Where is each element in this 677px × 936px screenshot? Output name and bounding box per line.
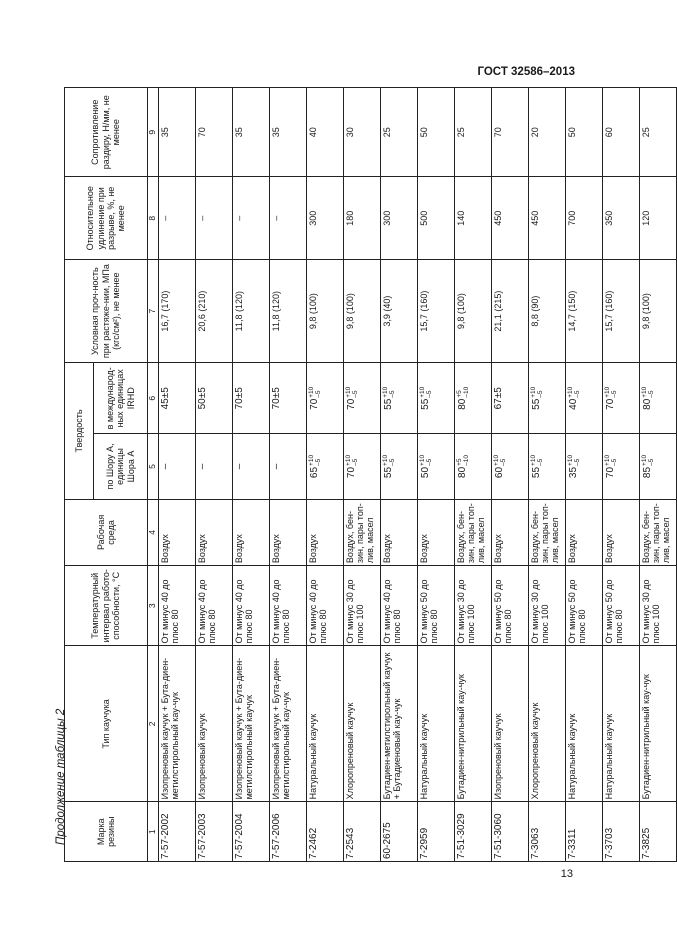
cell-strength: 9,8 (100) <box>306 260 343 363</box>
hardness-value: 50±5 <box>196 387 208 410</box>
tolerance-lower: –5 <box>499 458 507 466</box>
cell-strength: 21,1 (215) <box>491 260 528 363</box>
cell-mark: 7-57-2003 <box>195 802 232 862</box>
cell-temp-range: От минус 50 до плюс 80 <box>602 566 639 646</box>
tolerance-upper: +5 <box>455 458 463 466</box>
cell-medium: Воздух <box>195 499 232 566</box>
cell-rubber-type: Хлоропреновый каучук <box>343 646 380 802</box>
cell-shore <box>417 434 454 499</box>
hardness-value: 70 <box>346 398 358 410</box>
cell-tear: 35 <box>269 88 306 178</box>
tolerance-lower: –5 <box>536 458 544 466</box>
tolerance <box>493 455 507 466</box>
cell-temp-range: От минус 30 до плюс 100 <box>639 566 676 646</box>
hardness-value: 65 <box>309 466 321 479</box>
cell-rubber-type: Бутадиен-метилстирольный каучук + Бутадиеновый кау-чук <box>380 646 417 802</box>
hardness-value: 55 <box>531 466 543 479</box>
cell-temp-range: От минус 40 до плюс 80 <box>232 566 269 646</box>
col-header-temp-range: Температурный интервал работо-способности, °С <box>65 566 148 646</box>
col-header-mark: Марка резины <box>65 802 148 862</box>
tolerance <box>641 455 655 466</box>
cell-strength: 9,8 (100) <box>343 260 380 363</box>
hardness-value: 55 <box>531 398 543 410</box>
tolerance-upper: +10 <box>307 454 315 466</box>
tolerance-upper: +10 <box>529 386 537 398</box>
cell-strength: 11,8 (120) <box>269 260 306 363</box>
hardness-value: 70 <box>309 398 321 410</box>
cell-temp-range: От минус 50 до плюс 80 <box>565 566 602 646</box>
table-caption: Продолжение таблицы 2 <box>55 708 67 845</box>
cell-tear: 20 <box>528 88 565 178</box>
tolerance-upper: +10 <box>529 454 537 466</box>
tolerance-lower: –5 <box>647 458 655 466</box>
table-body <box>158 88 676 862</box>
tolerance-lower: –5 <box>573 458 581 466</box>
cell-rubber-type: Изопреновый каучук + Бута-диен-метилстирольный каучук <box>232 646 269 802</box>
table-row <box>417 88 454 862</box>
standard-header: ГОСТ 32586–2013 <box>477 66 575 78</box>
hardness-value: – <box>159 463 171 470</box>
cell-strength: 20,6 (210) <box>195 260 232 363</box>
cell-medium: Воздух <box>491 499 528 566</box>
tolerance-upper: +10 <box>344 454 352 466</box>
cell-mark: 7-57-2006 <box>269 802 306 862</box>
cell-shore <box>454 434 491 499</box>
page-number: 13 <box>560 868 573 880</box>
cell-strength: 8,8 (90) <box>528 260 565 363</box>
cell-strength: 9,8 (100) <box>639 260 676 363</box>
hardness-value: 85 <box>642 466 654 479</box>
cell-irhd <box>343 363 380 434</box>
column-number: 6 <box>148 363 159 434</box>
cell-elongation: – <box>158 177 195 260</box>
col-header-tear: Сопротивление раздиру, Н/мм, не менее <box>65 88 148 178</box>
cell-irhd <box>269 363 306 434</box>
cell-rubber-type: Натуральный каучук <box>306 646 343 802</box>
tolerance-lower: –5 <box>388 458 396 466</box>
cell-medium: Воздух <box>602 499 639 566</box>
cell-tear: 25 <box>454 88 491 178</box>
col-header-irhd: в международ-ных единицах IRHD <box>94 363 148 434</box>
cell-mark: 7-57-2002 <box>158 802 195 862</box>
cell-medium: Воздух <box>269 499 306 566</box>
column-number: 3 <box>148 566 159 646</box>
hardness-value: 45±5 <box>159 387 171 410</box>
hardness-value: 67±5 <box>492 387 504 410</box>
tolerance <box>530 455 544 466</box>
tolerance-lower: –5 <box>425 390 433 398</box>
header-row <box>65 88 94 862</box>
cell-medium: Воздух <box>565 499 602 566</box>
cell-irhd <box>417 363 454 434</box>
cell-elongation: 300 <box>306 177 343 260</box>
cell-shore <box>528 434 565 499</box>
cell-strength: 16,7 (170) <box>158 260 195 363</box>
tolerance-upper: +10 <box>381 454 389 466</box>
cell-irhd <box>380 363 417 434</box>
cell-temp-range: От минус 40 до плюс 80 <box>195 566 232 646</box>
tolerance-lower: –5 <box>610 458 618 466</box>
cell-elongation: 350 <box>602 177 639 260</box>
cell-irhd <box>454 363 491 434</box>
cell-medium: Воздух, бен-зин, пары топ-лив, масел <box>343 499 380 566</box>
tolerance-lower: –5 <box>351 458 359 466</box>
rubber-properties-table <box>64 87 677 862</box>
table-row <box>454 88 491 862</box>
cell-temp-range: От минус 40 до плюс 80 <box>269 566 306 646</box>
hardness-value: 55 <box>383 466 395 479</box>
column-number: 1 <box>148 802 159 862</box>
cell-medium: Воздух <box>417 499 454 566</box>
cell-tear: 25 <box>639 88 676 178</box>
cell-elongation: 700 <box>565 177 602 260</box>
cell-irhd <box>565 363 602 434</box>
tolerance <box>382 455 396 466</box>
tolerance-lower: –10 <box>462 386 470 398</box>
cell-rubber-type: Хлоропреновый каучук <box>528 646 565 802</box>
cell-rubber-type: Бутадиен-нитрильный кау-чук <box>639 646 676 802</box>
tolerance-lower: –10 <box>462 455 470 466</box>
cell-mark: 7-3825 <box>639 802 676 862</box>
cell-irhd <box>232 363 269 434</box>
cell-tear: 60 <box>602 88 639 178</box>
cell-shore <box>195 434 232 499</box>
tolerance-lower: –5 <box>351 390 359 398</box>
cell-temp-range: От минус 50 до плюс 80 <box>417 566 454 646</box>
tolerance-upper: +10 <box>418 454 426 466</box>
table-row <box>343 88 380 862</box>
tolerance-lower: –5 <box>425 458 433 466</box>
tolerance <box>456 387 470 398</box>
cell-strength: 9,8 (100) <box>454 260 491 363</box>
tolerance-upper: +10 <box>603 454 611 466</box>
cell-strength: 3,9 (40) <box>380 260 417 363</box>
tolerance <box>382 387 396 398</box>
cell-temp-range: От минус 40 до плюс 80 <box>380 566 417 646</box>
cell-tear: 70 <box>491 88 528 178</box>
tolerance-upper: +5 <box>455 390 463 398</box>
cell-elongation: 500 <box>417 177 454 260</box>
hardness-value: 70 <box>605 466 617 479</box>
cell-shore <box>565 434 602 499</box>
cell-irhd <box>195 363 232 434</box>
cell-shore <box>380 434 417 499</box>
cell-mark: 7-3063 <box>528 802 565 862</box>
cell-irhd <box>602 363 639 434</box>
tolerance-upper: +10 <box>381 386 389 398</box>
col-header-elongation: Относительное удлинение при разрыве, %, не менее <box>65 177 148 260</box>
cell-medium: Воздух, бен-зин, пары топ-лив, масел <box>528 499 565 566</box>
cell-tear: 70 <box>195 88 232 178</box>
tolerance <box>604 455 618 466</box>
table-row <box>158 88 195 862</box>
rotated-table-container <box>64 87 672 862</box>
hardness-value: 70 <box>346 466 358 479</box>
cell-mark: 7-2959 <box>417 802 454 862</box>
cell-mark: 7-2462 <box>306 802 343 862</box>
cell-shore <box>232 434 269 499</box>
cell-shore <box>158 434 195 499</box>
cell-mark: 7-3311 <box>565 802 602 862</box>
cell-medium: Воздух <box>380 499 417 566</box>
tolerance-lower: –5 <box>314 390 322 398</box>
hardness-value: 80 <box>457 466 469 478</box>
cell-temp-range: От минус 30 до плюс 100 <box>454 566 491 646</box>
tolerance <box>530 387 544 398</box>
column-number: 4 <box>148 499 159 566</box>
cell-elongation: 450 <box>528 177 565 260</box>
col-header-strength: Условная проч-ность при растяже-нии, МПа (кгс/см²), не менее <box>65 260 148 363</box>
cell-irhd <box>306 363 343 434</box>
cell-tear: 50 <box>565 88 602 178</box>
table-row <box>232 88 269 862</box>
tolerance-upper: +10 <box>492 454 500 466</box>
cell-mark: 7-57-2004 <box>232 802 269 862</box>
cell-tear: 50 <box>417 88 454 178</box>
tolerance <box>604 387 618 398</box>
cell-strength: 14,7 (150) <box>565 260 602 363</box>
cell-medium: Воздух, бен-зин, пары топ-лив, масел <box>454 499 491 566</box>
cell-shore <box>602 434 639 499</box>
table-row <box>528 88 565 862</box>
cell-medium: Воздух <box>158 499 195 566</box>
cell-shore <box>343 434 380 499</box>
tolerance <box>345 455 359 466</box>
hardness-value: 50 <box>420 466 432 479</box>
cell-strength: 15,7 (160) <box>602 260 639 363</box>
tolerance-lower: –5 <box>388 390 396 398</box>
cell-rubber-type: Натуральный каучук <box>602 646 639 802</box>
tolerance <box>308 455 322 466</box>
cell-medium: Воздух <box>232 499 269 566</box>
cell-shore <box>306 434 343 499</box>
cell-tear: 30 <box>343 88 380 178</box>
cell-elongation: 450 <box>491 177 528 260</box>
cell-elongation: – <box>269 177 306 260</box>
cell-elongation: – <box>232 177 269 260</box>
column-number-row <box>148 88 159 862</box>
cell-mark: 7-3703 <box>602 802 639 862</box>
cell-tear: 40 <box>306 88 343 178</box>
cell-elongation: 300 <box>380 177 417 260</box>
hardness-value: – <box>270 463 282 470</box>
tolerance <box>567 455 581 466</box>
hardness-value: – <box>233 463 245 470</box>
cell-elongation: 140 <box>454 177 491 260</box>
cell-elongation: – <box>195 177 232 260</box>
hardness-value: 40 <box>568 398 580 410</box>
cell-temp-range: От минус 50 до плюс 80 <box>491 566 528 646</box>
col-header-rubber-type: Тип каучука <box>65 646 148 802</box>
tolerance-upper: +10 <box>603 386 611 398</box>
table-row <box>306 88 343 862</box>
hardness-value: 80 <box>642 398 654 410</box>
cell-medium: Воздух <box>306 499 343 566</box>
col-header-medium: Рабочая среда <box>65 499 148 566</box>
tolerance-lower: –5 <box>314 458 322 466</box>
tolerance <box>345 387 359 398</box>
tolerance-upper: +10 <box>566 386 574 398</box>
tolerance <box>641 387 655 398</box>
cell-rubber-type: Изопреновый каучук <box>491 646 528 802</box>
cell-temp-range: От минус 40 до плюс 80 <box>158 566 195 646</box>
tolerance-lower: –5 <box>610 390 618 398</box>
table-row <box>602 88 639 862</box>
cell-temp-range: От минус 30 до плюс 100 <box>343 566 380 646</box>
tolerance-upper: +10 <box>418 386 426 398</box>
cell-irhd <box>491 363 528 434</box>
hardness-value: 60 <box>494 466 506 479</box>
column-number: 7 <box>148 260 159 363</box>
hardness-value: 80 <box>457 398 469 410</box>
tolerance-upper: +10 <box>307 386 315 398</box>
table-row <box>639 88 676 862</box>
tolerance-lower: –5 <box>573 390 581 398</box>
cell-rubber-type: Натуральный каучук <box>417 646 454 802</box>
column-number: 8 <box>148 177 159 260</box>
cell-mark: 7-51-3029 <box>454 802 491 862</box>
cell-irhd <box>639 363 676 434</box>
tolerance-upper: +10 <box>640 454 648 466</box>
cell-mark: 7-51-3060 <box>491 802 528 862</box>
cell-medium: Воздух, бен-зин, пары топ-лив, масел <box>639 499 676 566</box>
column-number: 9 <box>148 88 159 178</box>
col-header-shore: по Шору А, единицы Шора А <box>94 434 148 499</box>
tolerance <box>419 455 433 466</box>
table-row <box>491 88 528 862</box>
cell-rubber-type: Бутадиен-нитрильный кау-чук <box>454 646 491 802</box>
tolerance-upper: +10 <box>344 386 352 398</box>
hardness-value: 70±5 <box>233 387 245 410</box>
tolerance-upper: +10 <box>566 454 574 466</box>
cell-shore <box>639 434 676 499</box>
tolerance-lower: –5 <box>536 390 544 398</box>
hardness-value: 70±5 <box>270 387 282 410</box>
hardness-value: 35 <box>568 466 580 479</box>
hardness-value: 55 <box>383 398 395 410</box>
hardness-value: – <box>196 463 208 470</box>
cell-irhd <box>158 363 195 434</box>
table-row <box>380 88 417 862</box>
tolerance-upper: +10 <box>640 386 648 398</box>
cell-tear: 25 <box>380 88 417 178</box>
cell-rubber-type: Натуральный каучук <box>565 646 602 802</box>
table-row <box>565 88 602 862</box>
table-row <box>195 88 232 862</box>
col-header-hardness: Твердость <box>65 363 94 499</box>
cell-strength: 15,7 (160) <box>417 260 454 363</box>
tolerance <box>456 455 470 466</box>
cell-rubber-type: Изопреновый каучук + Бута-диен-метилстирольный кау-чук <box>158 646 195 802</box>
tolerance-lower: –5 <box>647 390 655 398</box>
column-number: 5 <box>148 434 159 499</box>
cell-shore <box>269 434 306 499</box>
column-number: 2 <box>148 646 159 802</box>
cell-tear: 35 <box>158 88 195 178</box>
table-row <box>269 88 306 862</box>
hardness-value: 55 <box>420 398 432 410</box>
cell-shore <box>491 434 528 499</box>
cell-tear: 35 <box>232 88 269 178</box>
cell-mark: 7-2543 <box>343 802 380 862</box>
cell-irhd <box>528 363 565 434</box>
cell-mark: 60-2675 <box>380 802 417 862</box>
cell-rubber-type: Изопреновый каучук + Бута-диен-метилстирольный кау-чук <box>269 646 306 802</box>
tolerance <box>567 387 581 398</box>
cell-temp-range: От минус 30 до плюс 100 <box>528 566 565 646</box>
tolerance <box>308 387 322 398</box>
cell-rubber-type: Изопреновый каучук <box>195 646 232 802</box>
cell-strength: 11,8 (120) <box>232 260 269 363</box>
tolerance <box>419 387 433 398</box>
cell-elongation: 120 <box>639 177 676 260</box>
hardness-value: 70 <box>605 398 617 410</box>
cell-temp-range: От минус 40 до плюс 80 <box>306 566 343 646</box>
cell-elongation: 180 <box>343 177 380 260</box>
